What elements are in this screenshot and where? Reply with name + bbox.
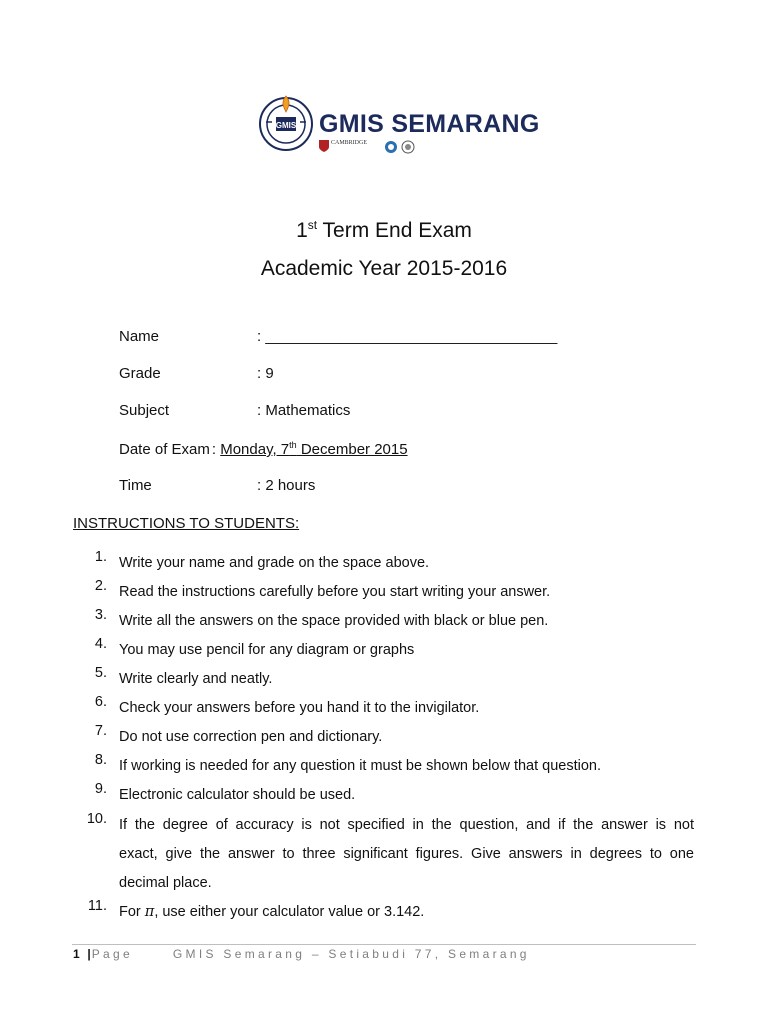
page-footer (73, 947, 530, 961)
cambridge-shield-icon (319, 140, 329, 152)
page-number: 1 (73, 947, 81, 961)
date-value-post: December 2015 (296, 441, 408, 458)
grade-value: : 9 (257, 365, 274, 382)
school-brand-name: GMIS SEMARANG (319, 110, 540, 138)
title-ordinal-suffix: st (307, 218, 318, 232)
list-text: Write clearly and neatly. (119, 671, 273, 687)
cambridge-text: CAMBRIDGE (331, 140, 368, 146)
title-rest: Term End Exam (317, 219, 472, 242)
list-text: Read the instructions carefully before you start writing your answer. (119, 584, 551, 600)
list-number: 1. (94, 549, 107, 565)
date-label (119, 440, 408, 458)
page-word: Page (91, 947, 133, 961)
footer-school-address: GMIS Semarang – Setiabudi 77, Semarang (172, 947, 530, 961)
name-field: : ___________________________________ (257, 328, 558, 345)
list-text-line: If the degree of accuracy is not specified in the question, and if the answer is not (119, 817, 694, 833)
date-value-sup: th (289, 440, 297, 450)
list-number: 6. (94, 694, 107, 710)
list-text-line: decimal place. (119, 875, 212, 891)
svg-text:GMIS: GMIS (275, 121, 297, 130)
list-number: 5. (94, 665, 107, 681)
list-number: 7. (94, 723, 107, 739)
subject-value: : Mathematics (257, 402, 351, 419)
list-text: Write all the answers on the space provided with black or blue pen. (119, 613, 549, 629)
time-label: Time (119, 477, 152, 494)
date-value-pre: Monday, 7 (220, 441, 290, 458)
date-value (220, 441, 407, 458)
list-number: 10. (86, 811, 107, 827)
footer-separator: | (87, 947, 92, 961)
school-logo (253, 86, 540, 166)
footer-divider (72, 944, 696, 945)
date-separator: : (211, 441, 217, 458)
pi-symbol: π (144, 904, 155, 920)
list-text: Check your answers before you hand it to the invigilator. (119, 700, 480, 716)
grade-label: Grade (119, 365, 161, 382)
list-text: If working is needed for any question it must be shown below that question. (119, 758, 602, 774)
list-text: You may use pencil for any diagram or graphs (119, 642, 415, 658)
date-label-text: Date of Exam (119, 441, 210, 458)
list-text-pre: For (119, 904, 145, 920)
list-text-line: exact, give the answer to three significant figures. Give answers in degrees to one (119, 846, 694, 862)
list-number: 11. (87, 898, 107, 914)
list-text (119, 811, 694, 898)
list-number: 2. (94, 578, 107, 594)
list-text-post: , use either your calculator value or 3.142. (154, 904, 425, 920)
list-text: Do not use correction pen and dictionary. (119, 729, 383, 745)
badge-icon-1 (384, 140, 398, 154)
list-text (119, 898, 694, 927)
list-number: 9. (94, 781, 107, 797)
list-number: 8. (94, 752, 107, 768)
name-label: Name (119, 328, 160, 345)
academic-year: Academic Year 2015-2016 (260, 257, 508, 280)
school-seal-icon (256, 92, 316, 152)
subject-label: Subject (119, 402, 170, 419)
list-text: Write your name and grade on the space above. (119, 555, 430, 571)
exam-title (0, 218, 768, 243)
time-value: : 2 hours (257, 477, 316, 494)
list-number: 4. (94, 636, 107, 652)
title-ordinal: 1 (296, 219, 308, 242)
list-text: Electronic calculator should be used. (119, 787, 356, 803)
badge-icon-2 (401, 140, 415, 154)
list-number: 3. (94, 607, 107, 623)
instructions-heading: INSTRUCTIONS TO STUDENTS: (73, 515, 300, 532)
